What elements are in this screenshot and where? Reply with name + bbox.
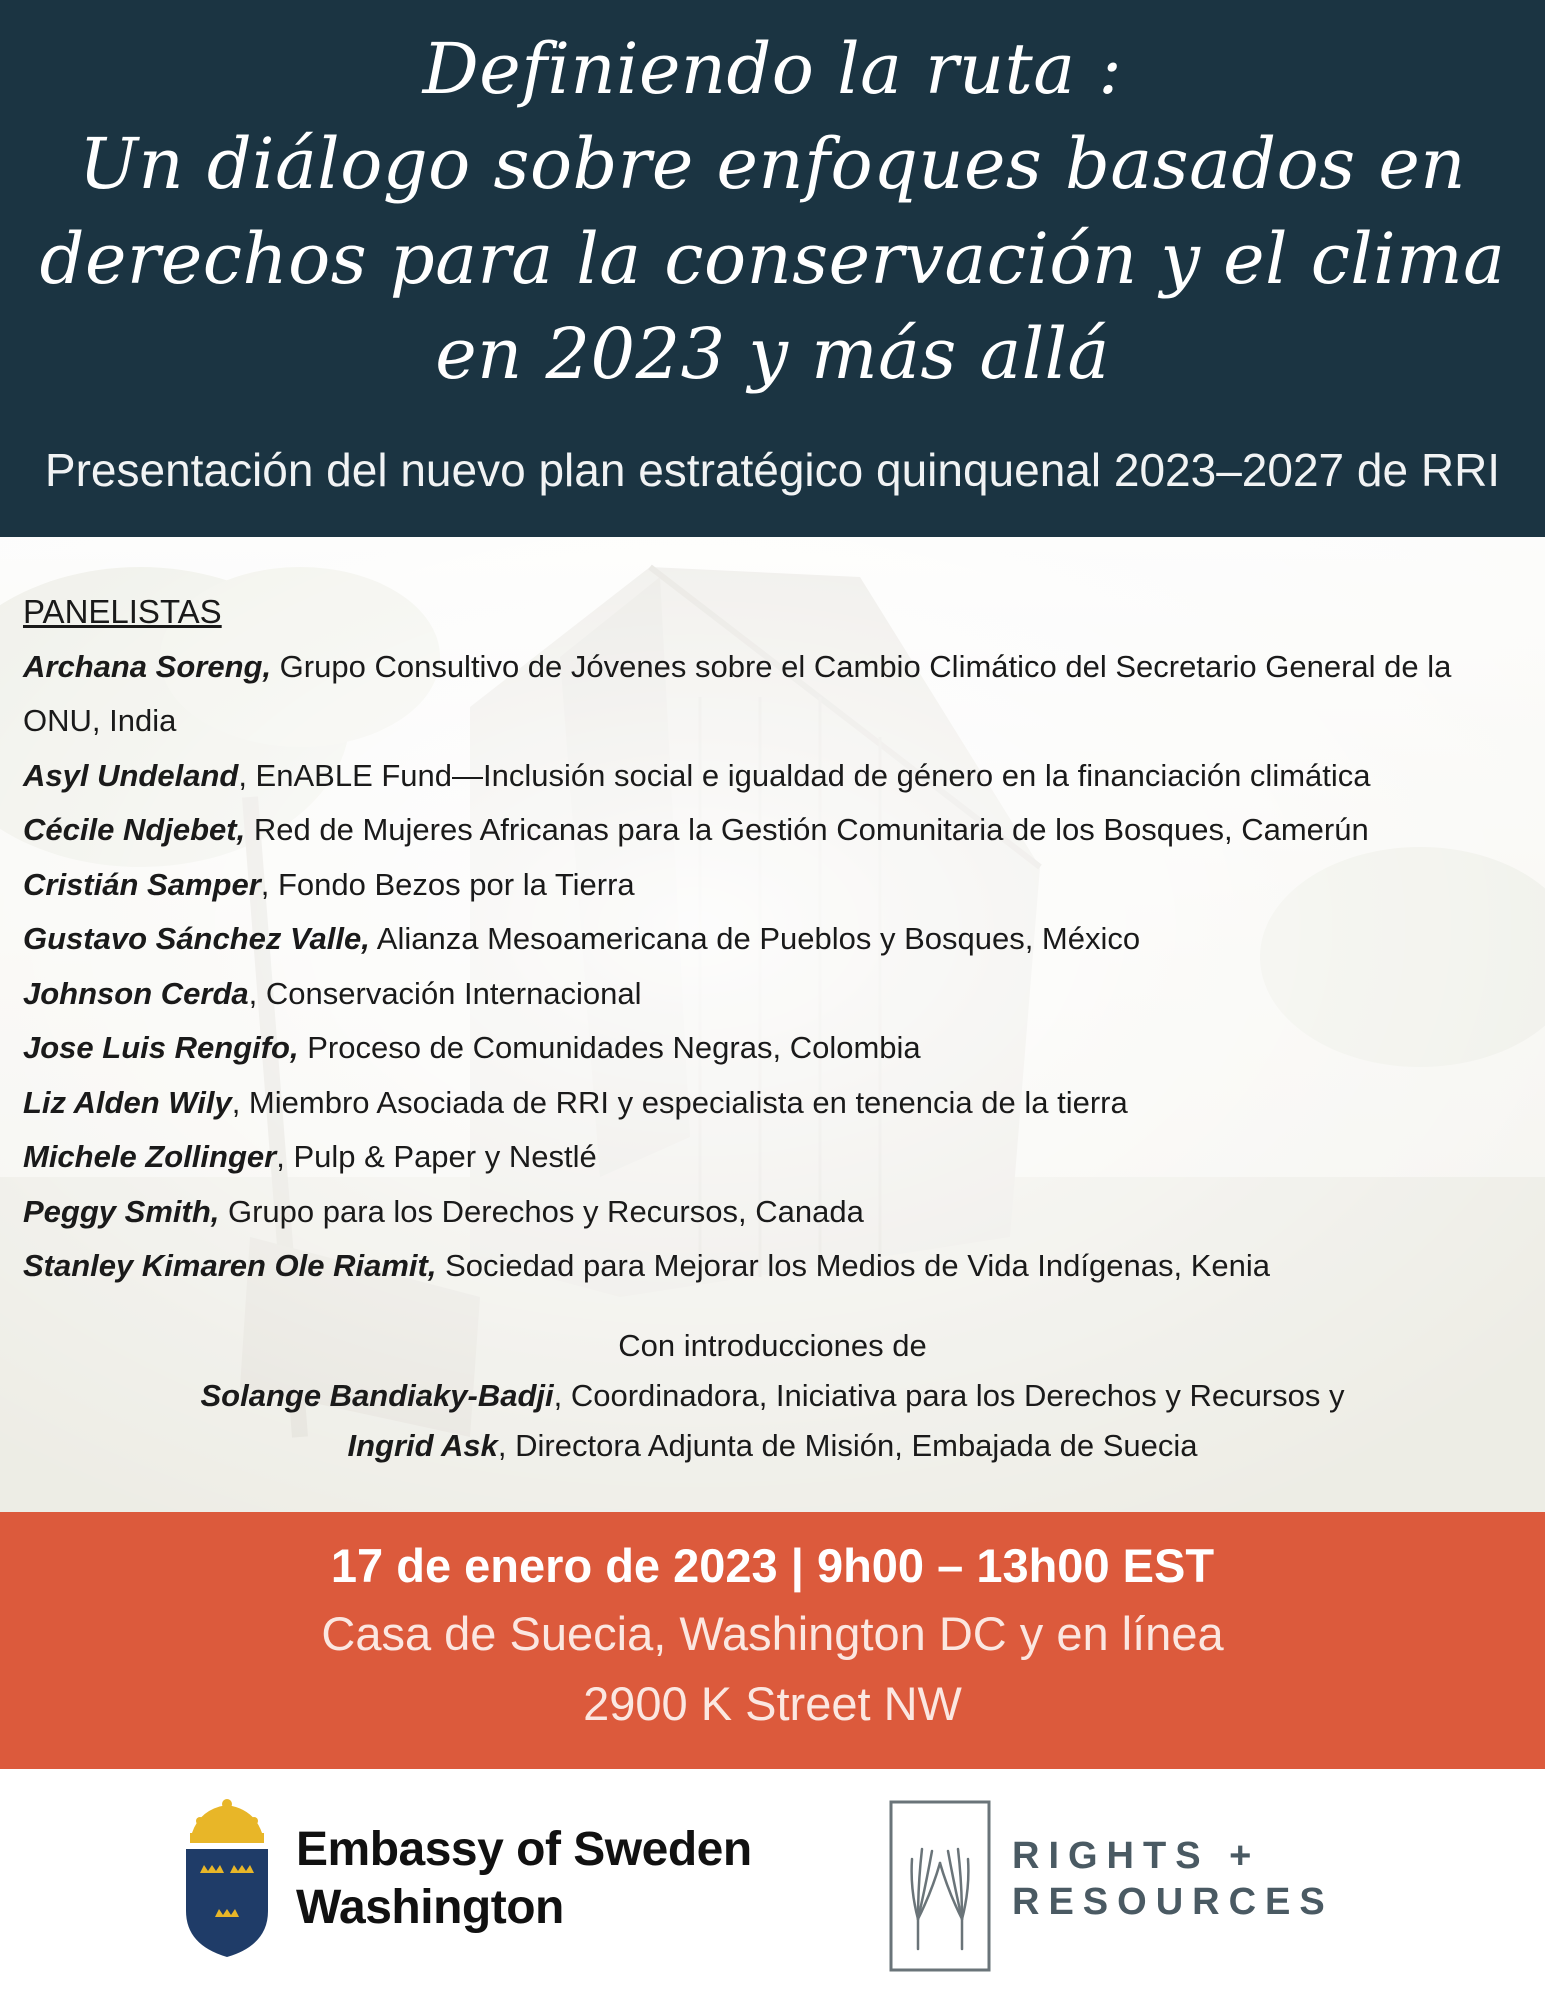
panelists-list (23, 585, 1523, 1294)
event-details-band (0, 1512, 1545, 1769)
sponsor-logos (0, 1769, 1545, 2000)
list-item (23, 803, 1523, 858)
list-item (23, 1130, 1523, 1185)
panelist-affiliation: , Fondo Bezos por la Tierra (260, 866, 635, 902)
list-item (23, 1021, 1523, 1076)
embassy-city: Washington (296, 1881, 564, 1934)
event-title (0, 22, 1545, 402)
rr-line-2: RESOURCES (1012, 1881, 1334, 1923)
panelists-section (0, 537, 1545, 1512)
list-item (23, 1185, 1523, 1240)
panelist-name: Jose Luis Rengifo, (23, 1030, 299, 1065)
panelist-name: Cristián Samper (23, 866, 261, 902)
intro-role: , Coordinadora, Iniciativa para los Derechos y Recursos y (553, 1378, 1345, 1413)
panelist-affiliation: Red de Mujeres Africanas para la Gestión Comunitaria de los Bosques, Camerún (245, 812, 1369, 847)
panelist-name: Johnson Cerda (23, 975, 249, 1011)
panelist-name: Archana Soreng, (23, 648, 272, 684)
rr-line-1: RIGHTS + (1012, 1835, 1261, 1877)
intro-line (0, 1421, 1545, 1471)
intro-lead: Con introducciones de (618, 1328, 927, 1363)
list-item (23, 1239, 1523, 1294)
embassy-logo-text (296, 1821, 752, 1937)
sweden-crest-icon (180, 1799, 274, 1959)
panelist-affiliation: Proceso de Comunidades Negras, Colombia (298, 1030, 921, 1065)
panelist-name: Stanley Kimaren Ole Riamit, (23, 1248, 437, 1283)
intro-name: Ingrid Ask (347, 1428, 498, 1463)
panelist-affiliation: Grupo Consultivo de Jóvenes sobre el Cambio Climático del Secretario General de la ONU, India (23, 648, 1452, 738)
title-line-1: Definiendo la ruta : (422, 28, 1123, 110)
title-line-4: en 2023 y más allá (435, 313, 1110, 395)
panelist-name: Cécile Ndjebet, (23, 812, 246, 847)
panelist-name: Asyl Undeland (23, 757, 239, 793)
panelist-name: Michele Zollinger (23, 1139, 277, 1174)
panelist-affiliation: , EnABLE Fund—Inclusión social e igualdad de género en la financiación climática (238, 757, 1371, 793)
list-item (23, 858, 1523, 913)
event-subtitle: Presentación del nuevo plan estratégico quinquenal 2023–2027 de RRI (44, 444, 1501, 496)
list-item (23, 1076, 1523, 1131)
panelist-name: Liz Alden Wily (23, 1084, 232, 1120)
panelist-name: Gustavo Sánchez Valle, (23, 921, 370, 956)
list-item (23, 749, 1523, 804)
panelist-affiliation: , Miembro Asociada de RRI y especialista en tenencia de la tierra (231, 1084, 1128, 1120)
introductions (0, 1321, 1545, 1471)
embassy-name: Embassy of Sweden (296, 1823, 752, 1876)
title-line-2: Un diálogo sobre enfoques basados en (79, 123, 1466, 205)
rights-resources-logo-text (1012, 1833, 1334, 1925)
title-line-3: derechos para la conservación y el clima (39, 218, 1506, 300)
panelist-name: Peggy Smith, (23, 1193, 220, 1229)
intro-role: , Directora Adjunta de Misión, Embajada de Suecia (497, 1428, 1198, 1463)
list-item (23, 967, 1523, 1022)
intro-line (0, 1371, 1545, 1421)
panelist-affiliation: , Conservación Internacional (248, 975, 642, 1011)
list-item (23, 912, 1523, 967)
list-item (23, 640, 1523, 749)
panelists-heading: PANELISTAS (23, 593, 222, 630)
panelist-affiliation: Alianza Mesoamericana de Pueblos y Bosques, México (369, 921, 1141, 956)
header-banner (0, 0, 1545, 537)
event-place: Casa de Suecia, Washington DC y en línea (321, 1607, 1224, 1660)
event-date: 17 de enero de 2023 | 9h00 – 13h00 EST (330, 1539, 1215, 1592)
panelist-affiliation: Sociedad para Mejorar los Medios de Vida Indígenas, Kenia (436, 1248, 1270, 1283)
event-address: 2900 K Street NW (583, 1677, 962, 1730)
hands-icon (888, 1799, 992, 1973)
panelist-affiliation: Grupo para los Derechos y Recursos, Canada (219, 1193, 864, 1229)
panelist-affiliation: , Pulp & Paper y Nestlé (276, 1139, 597, 1174)
intro-name: Solange Bandiaky-Badji (200, 1378, 554, 1413)
